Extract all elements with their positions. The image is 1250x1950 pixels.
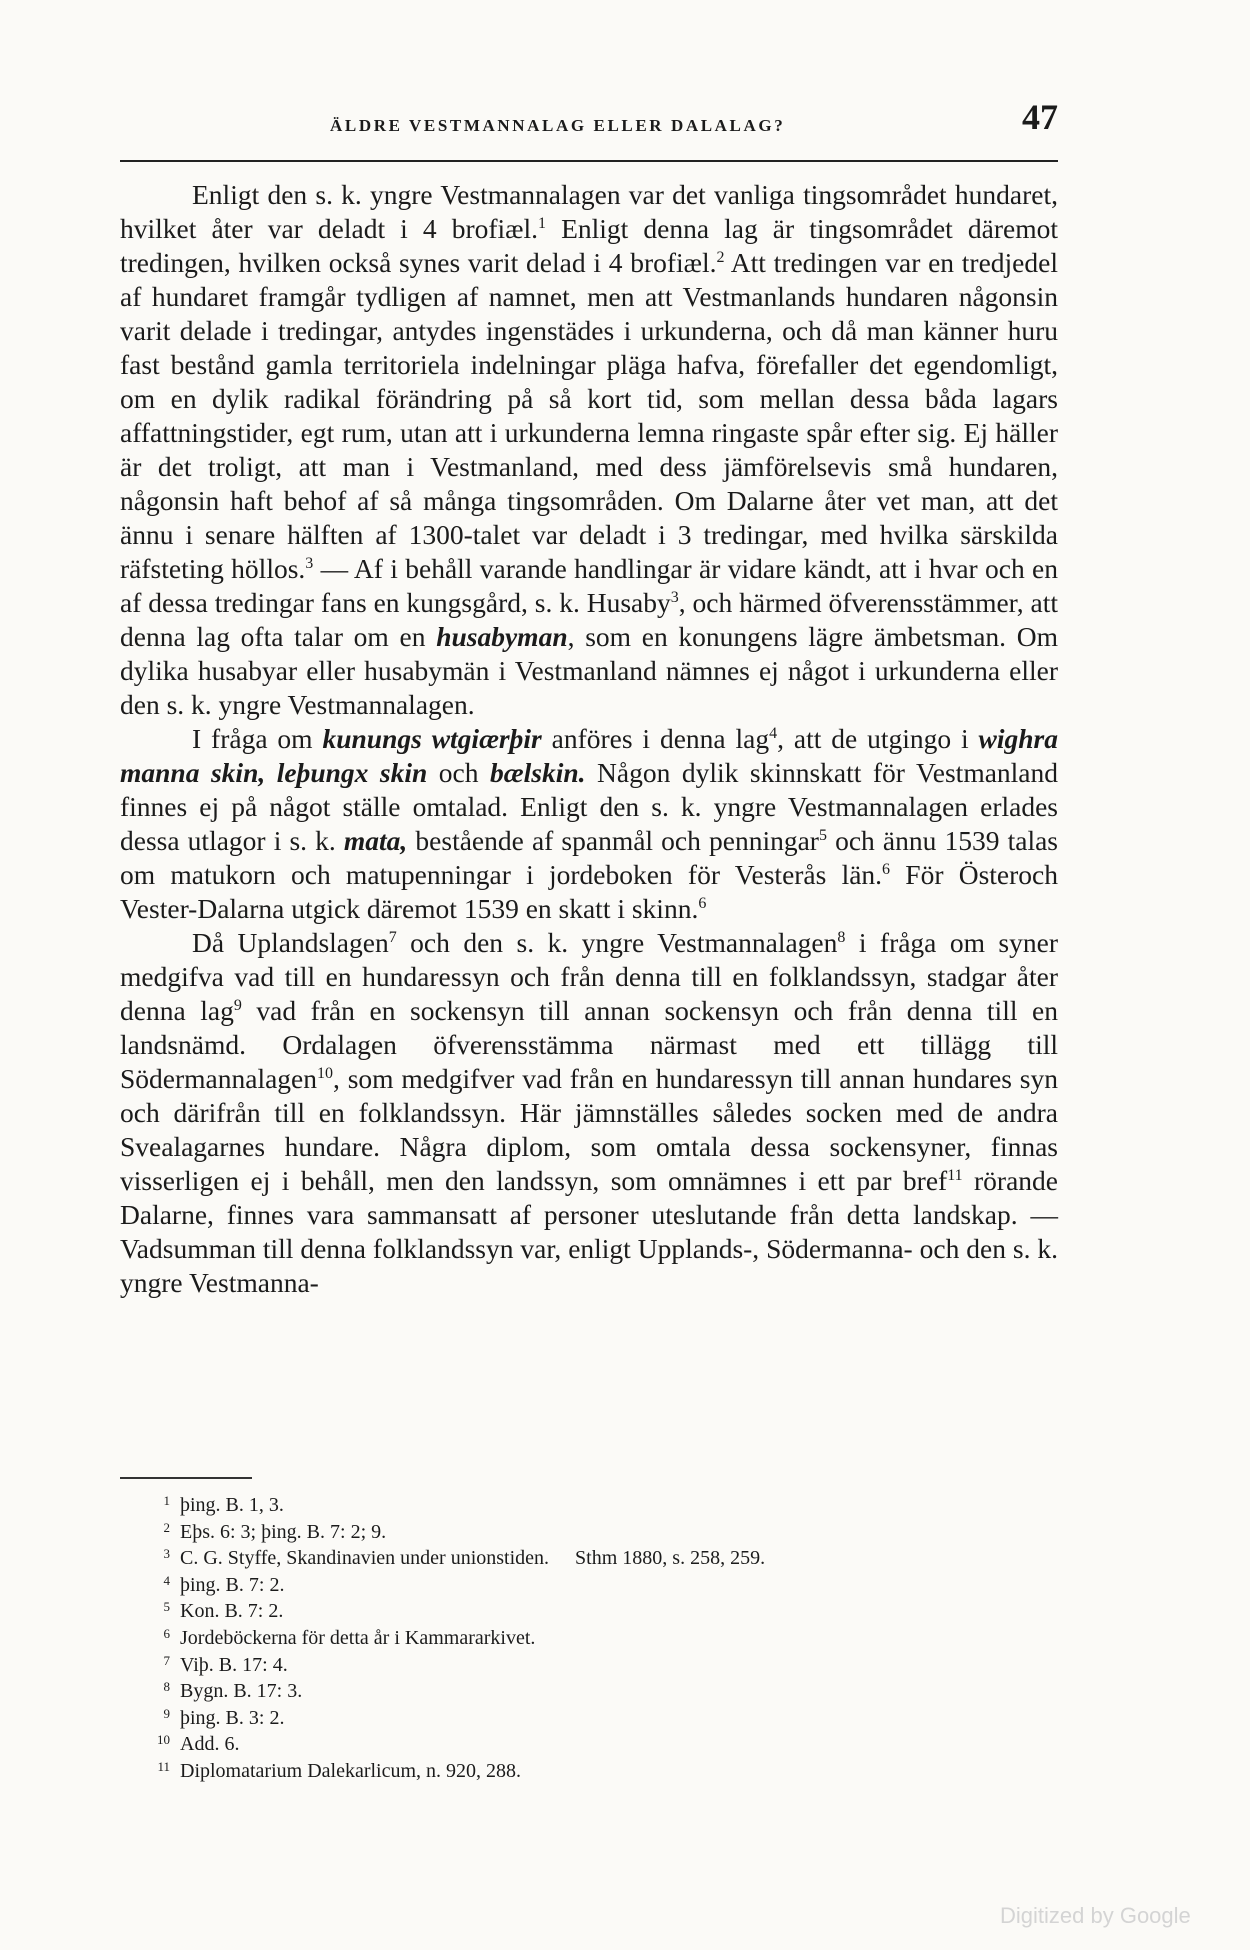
italic-term: kunungs wtgiærþir — [322, 723, 542, 754]
footnote-ref: 7 — [388, 928, 397, 946]
footnote-text: Kon. B. 7: 2. — [180, 1600, 284, 1623]
footnote-ref: 11 — [947, 1166, 963, 1184]
footnote — [163, 1652, 1060, 1679]
text-run: , som medgifver vad från en hundaressyn till annan hundares syn och därifrån till en folklandssyn. Här jämnställes således socken med de andra Svealagarnes hundare. Några diplom, som omtala dessa sockensyner, finnas visserligen ej i behåll, men den landssyn, som omnämnes i ett par bref — [120, 1063, 1058, 1196]
running-head: ÄLDRE VESTMANNALAG ELLER DALALAG? — [330, 116, 786, 135]
italic-term: wighra manna skin, leþungx skin — [120, 723, 1059, 788]
footnote-ref: 4 — [769, 724, 778, 742]
text-run: Enligt denna lag är tingsområdet däremot tredingen, hvilken också synes varit delad i 4 brofiæl. — [120, 213, 1058, 278]
paragraph — [120, 926, 1058, 1300]
text-run: I fråga om — [192, 723, 323, 754]
page-number: 47 — [1022, 97, 1058, 137]
footnote-ref: 1 — [538, 214, 547, 232]
text-run: Att tredingen var en tredjedel af hundaret framgår tydligen af namnet, men att Vestmanlands hundaren någonsin varit delade i tredingar, antydes ingenstädes i urkunderna, och då man känner huru fast bestånd gamla territoriela indelningar pläga hafva, förefaller det egendomligt, om en dylik radikal förändring på så kort tid, som mellan dessa båda lagars affattningstider, egt rum, utan att i urkunderna lemna ringaste spår efter sig. Ej häller är det troligt, att man i Vestmanland, med dess jämförelsevis små hundaren, någonsin haft behof af så många tingsområden. Om Dalarne åter vet man, att det ännu i senare hälften af 1300-talet var deladt i 3 tredingar, med hvilka särskilda räfsteting höllos. — [120, 247, 1058, 584]
text-run: Då Uplandslagen — [192, 927, 389, 958]
text-run: vad från en sockensyn till annan sockensyn och från denna till en landsnämd. Ordalagen öfverensstämma närmast med ett tillägg till Södermannalagen — [120, 995, 1058, 1094]
footnote-ref: 6 — [698, 894, 707, 912]
footnote-number: 7 — [163, 1652, 170, 1668]
footnote-ref: 9 — [233, 996, 242, 1014]
text-run: , och härmed öfverensstämmer, att denna lag ofta talar om en — [120, 587, 1058, 652]
text-run: Enligt den s. k. yngre Vestmannalagen var det vanliga tingsområdet hundaret, hvilket åter var deladt i 4 brofiæl. — [120, 179, 1058, 244]
body-text — [120, 178, 1058, 1300]
text-run: För Österoch Vester-Dalarna utgick däremot 1539 en skatt i skinn. — [120, 859, 1058, 924]
footnote — [163, 1705, 1060, 1732]
footnote-number: 11 — [157, 1758, 170, 1774]
footnote-number: 9 — [163, 1705, 170, 1721]
text-run: bestående af spanmål och penningar — [407, 825, 819, 856]
text-run: i fråga om syner medgifva vad till en hundaressyn och från denna till en folklandssyn, stadgar åter denna lag — [120, 927, 1058, 1026]
paragraph — [120, 178, 1058, 722]
text-run: och ännu 1539 talas om matukorn och matupenningar i jordeboken för Vesterås län. — [120, 825, 1058, 890]
footnote — [163, 1545, 1060, 1572]
footnote-text: Eþs. 6: 3; þing. B. 7: 2; 9. — [180, 1520, 387, 1543]
footnote-ref: 6 — [882, 860, 891, 878]
footnote-text: Diplomatarium Dalekarlicum, n. 920, 288. — [180, 1759, 522, 1782]
footnote — [163, 1492, 1060, 1519]
footnote-text: C. G. Styffe, Skandinavien under unionstiden. — [180, 1547, 550, 1570]
footnote-ref: 2 — [716, 248, 725, 266]
footnote-text: þing. B. 3: 2. — [180, 1706, 285, 1729]
footnote-ref: 3 — [305, 554, 314, 572]
footnote-number: 10 — [157, 1732, 170, 1748]
footnote-number: 4 — [163, 1572, 170, 1588]
footnote — [163, 1598, 1060, 1625]
footnote-rule — [120, 1477, 252, 1479]
footnote-extra: Sthm 1880, s. 258, 259. — [575, 1547, 766, 1570]
footnote — [163, 1519, 1060, 1546]
watermark: Digitized by Google — [1000, 1903, 1191, 1928]
footnote-number: 6 — [163, 1625, 170, 1641]
italic-term: husabyman — [436, 621, 568, 652]
footnote-number: 8 — [163, 1679, 170, 1695]
footnote-text: Jordeböckerna för detta år i Kammararkivet. — [180, 1626, 536, 1649]
text-run: , att de utgingo i — [777, 723, 979, 754]
footnote — [163, 1572, 1060, 1599]
page-header — [120, 88, 1058, 138]
footnote-text: Viþ. B. 17: 4. — [180, 1653, 288, 1676]
footnote-number: 5 — [163, 1599, 170, 1615]
footnote-text: Bygn. B. 17: 3. — [180, 1680, 303, 1703]
text-run: och — [427, 757, 491, 788]
footnote-text: Add. 6. — [180, 1733, 240, 1756]
footnotes — [157, 1492, 1060, 1785]
footnote — [157, 1758, 1060, 1785]
text-run: , som en konungens lägre ämbetsman. Om dylika husabyar eller husabymän i Vestmanland nämnes ej något i urkunderna eller den s. k. yngre Vestmannalagen. — [120, 621, 1058, 720]
footnote-ref: 10 — [317, 1064, 334, 1082]
footnote-ref: 5 — [818, 826, 827, 844]
text-run: och den s. k. yngre Vestmannalagen — [396, 927, 838, 958]
footnote-text: þing. B. 1, 3. — [180, 1494, 284, 1516]
italic-term: bælskin. — [490, 757, 586, 788]
footnote — [163, 1678, 1060, 1705]
text-run: — Af i behåll varande handlingar är vidare kändt, att i hvar och en af dessa tredingar fans en kungsgård, s. k. Husaby — [120, 553, 1059, 618]
text-run: Någon dylik skinnskatt för Vestmanland finnes ej på något ställe omtalad. Enligt den s. k. yngre Vestmannalagen erlades dessa utlagor i s. k. — [120, 757, 1059, 856]
footnote — [163, 1625, 1060, 1652]
footnote-number: 2 — [163, 1519, 170, 1535]
paragraph — [120, 722, 1058, 926]
footnote-text: þing. B. 7: 2. — [180, 1573, 285, 1596]
footnote-ref: 3 — [670, 588, 679, 606]
footnote-number: 3 — [163, 1546, 170, 1562]
header-rule — [120, 160, 1058, 162]
footnote-number: 1 — [163, 1493, 170, 1508]
footnote-ref: 8 — [837, 928, 846, 946]
footnote — [157, 1731, 1060, 1758]
text-run: rörande Dalarne, finnes vara sammansatt af personer uteslutande från detta landskap. — Vadsumman till denna folklandssyn var, enligt Upplands-, Södermanna- och den s. k. yngre Vestmanna- — [120, 1165, 1059, 1298]
italic-term: mata, — [343, 825, 408, 856]
text-run: anföres i denna lag — [541, 723, 770, 754]
